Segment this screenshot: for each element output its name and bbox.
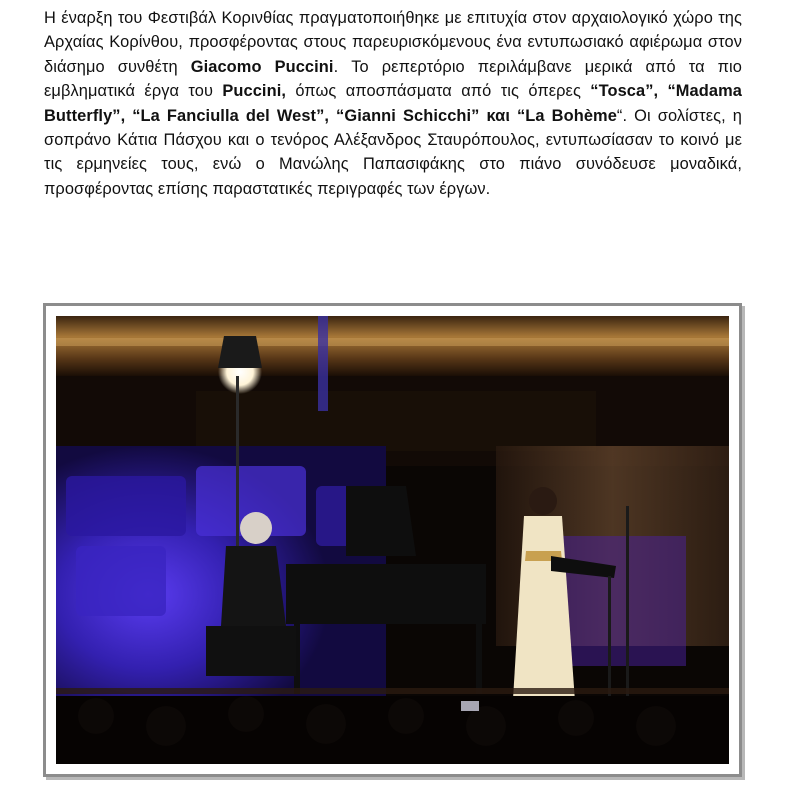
text-segment: Η έναρξη του Φεστιβάλ Κορινθίας πραγματοποιήθηκε με επιτυχία στον αρχαιολογικό χώρο της Αρχαίας Κορίνθου, προσφέροντας στους παρευρισκόμενους ένα εντυπωσιακό αφιέρωμα στον διάσημο συνθέτη — [44, 9, 742, 76]
text-segment: όπως αποσπάσματα από τις όπερες — [286, 82, 591, 101]
opera-titles: “Tosca”, “Madama Butterfly”, “La Fanciulla del West”, “Gianni Schicchi” και “La Bohème — [44, 82, 742, 125]
text-segment: . Το ρεπερτόριο περιλάμβανε μερικά από τα πιο εμβληματικά έργα του — [44, 57, 743, 101]
text-segment: “. Οι σολίστες, η σοπράνο Κάτια Πάσχου και ο τενόρος Αλέξανδρος Σταυρόπουλος, εντυπωσίασαν το κοινό με τις ερμηνείες τους, ενώ ο Μανώλης Παπασιφάκης στο πιάνο συνόδευσε μοναδικά, προσφέροντας επίσης παραστατικές περιγραφές των έργων. — [44, 106, 742, 198]
composer-surname: Puccini, — [222, 82, 287, 101]
photo-frame — [43, 303, 742, 777]
composer-name: Giacomo Puccini — [190, 57, 334, 76]
article-paragraph — [44, 6, 742, 201]
concert-photo — [56, 316, 729, 764]
